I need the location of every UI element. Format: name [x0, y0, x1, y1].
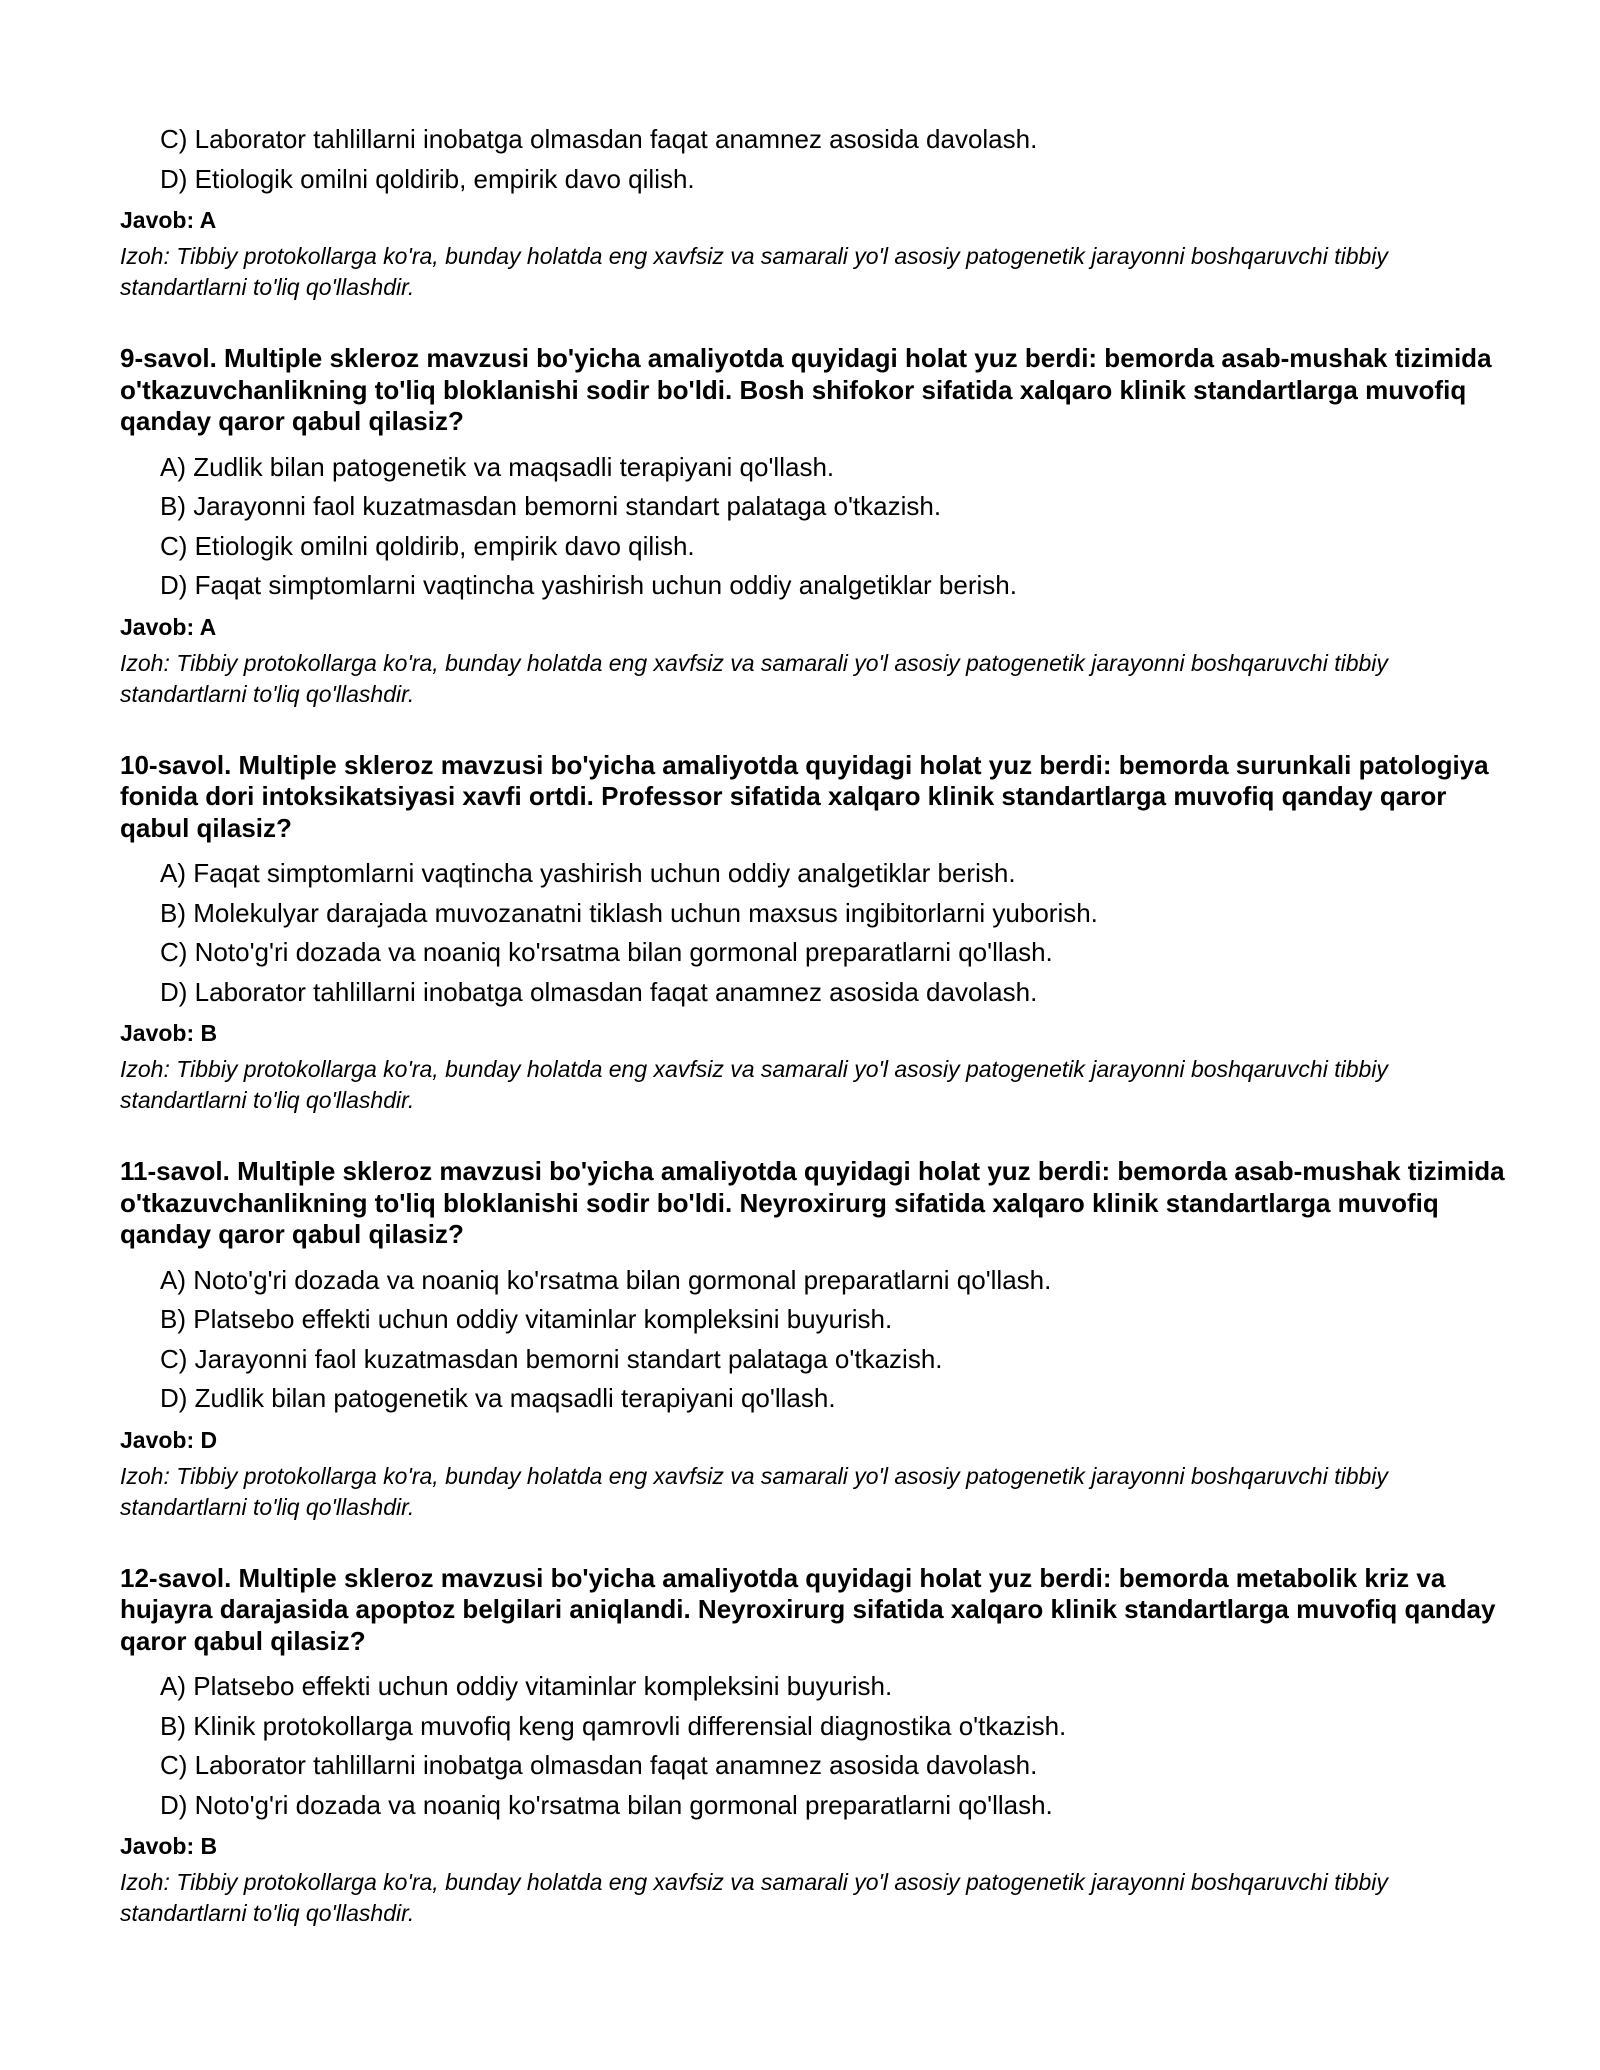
question-text: 12-savol. Multiple skleroz mavzusi bo'yicha amaliyotda quyidagi holat yuz berdi: bemorda metabolik kriz va hujayra darajasida apoptoz belgilari aniqlandi. Neyroxirurg sifatida xalqaro klinik standartlarga muvofiq qanday qaror qabul qilasiz? — [120, 1562, 1496, 1656]
explanation: Izoh: Tibbiy protokollarga ko'ra, bunday holatda eng xavfsiz va samarali yo'l asosiy patogenetik jarayonni boshqaruvchi tibbiy standartlarni to'liq qo'llashdir. — [120, 243, 1388, 300]
question-text: 10-savol. Multiple skleroz mavzusi bo'yicha amaliyotda quyidagi holat yuz berdi: bemorda surunkali patologiya fonida dori intoksikatsiyasi xavfi ortdi. Professor sifatida xalqaro klinik standartlarga muvofiq qanday qaror qabul qilasiz? — [120, 749, 1489, 843]
explanation: Izoh: Tibbiy protokollarga ko'ra, bunday holatda eng xavfsiz va samarali yo'l asosiy patogenetik jarayonni boshqaruvchi tibbiy standartlarni to'liq qo'llashdir. — [120, 1869, 1388, 1926]
option-d: D) Noto'g'ri dozada va noaniq ko'rsatma bilan gormonal preparatlarni qo'llash. — [160, 1789, 1053, 1820]
option-c: C) Laborator tahlillarni inobatga olmasdan faqat anamnez asosida davolash. — [160, 124, 1038, 154]
options-list — [120, 448, 1500, 606]
option-d: D) Laborator tahlillarni inobatga olmasdan faqat anamnez asosida davolash. — [160, 976, 1038, 1007]
option-a: A) Platsebo effekti uchun oddiy vitaminlar kompleksini buyurish. — [160, 1671, 893, 1701]
question-text: 11-savol. Multiple skleroz mavzusi bo'yicha amaliyotda quyidagi holat yuz berdi: bemorda asab-mushak tizimida o'tkazuvchanlikning to'liq bloklanishi sodir bo'ldi. Neyroxirurg sifatida xalqaro klinik standartlarga muvofiq qanday qaror qabul qilasiz? — [120, 1156, 1505, 1249]
option-b: B) Klinik protokollarga muvofiq keng qamrovli differensial diagnostika o'tkazish. — [160, 1710, 1067, 1741]
explanation: Izoh: Tibbiy protokollarga ko'ra, bunday holatda eng xavfsiz va samarali yo'l asosiy patogenetik jarayonni boshqaruvchi tibbiy standartlarni to'liq qo'llashdir. — [120, 649, 1388, 707]
explanation: Izoh: Tibbiy protokollarga ko'ra, bunday holatda eng xavfsiz va samarali yo'l asosiy patogenetik jarayonni boshqaruvchi tibbiy standartlarni to'liq qo'llashdir. — [120, 1462, 1388, 1520]
option-b: B) Jarayonni faol kuzatmasdan bemorni standart palataga o'tkazish. — [160, 491, 942, 521]
answer: Javob: A — [120, 613, 217, 640]
option-c: C) Noto'g'ri dozada va noaniq ko'rsatma bilan gormonal preparatlarni qo'llash. — [160, 937, 1053, 967]
option-c: C) Laborator tahlillarni inobatga olmasdan faqat anamnez asosida davolash. — [160, 1750, 1038, 1780]
option-c: C) Jarayonni faol kuzatmasdan bemorni standart palataga o'tkazish. — [160, 1343, 943, 1374]
options-list — [120, 854, 1500, 1012]
option-b: B) Platsebo effekti uchun oddiy vitaminlar kompleksini buyurish. — [160, 1304, 893, 1334]
answer: Javob: B — [120, 1020, 218, 1046]
options-list — [120, 1667, 1500, 1825]
options-list — [120, 1261, 1500, 1419]
option-a: A) Zudlik bilan patogenetik va maqsadli terapiyani qo'llash. — [160, 451, 835, 482]
question-block-8-continued — [120, 120, 1500, 303]
answer: Javob: D — [120, 1426, 218, 1453]
option-d: D) Etiologik omilni qoldirib, empirik davo qilish. — [160, 163, 695, 194]
option-d: D) Zudlik bilan patogenetik va maqsadli terapiyani qo'llash. — [160, 1383, 836, 1413]
question-block-9 — [120, 343, 1500, 710]
question-text: 9-savol. Multiple skleroz mavzusi bo'yicha amaliyotda quyidagi holat yuz berdi: bemorda asab-mushak tizimida o'tkazuvchanlikning to'liq bloklanishi sodir bo'ldi. Bosh shifokor sifatida xalqaro klinik standartlarga muvofiq qanday qaror qabul qilasiz? — [120, 343, 1492, 436]
question-block-10 — [120, 750, 1500, 1117]
option-d: D) Faqat simptomlarni vaqtincha yashirish uchun oddiy analgetiklar berish. — [160, 570, 1017, 600]
answer: Javob: A — [120, 207, 217, 233]
option-a: A) Faqat simptomlarni vaqtincha yashirish uchun oddiy analgetiklar berish. — [160, 858, 1016, 888]
question-block-11 — [120, 1156, 1505, 1523]
options-list — [120, 120, 1500, 199]
question-block-12 — [120, 1563, 1500, 1930]
option-c: C) Etiologik omilni qoldirib, empirik davo qilish. — [160, 530, 695, 561]
answer: Javob: B — [120, 1833, 218, 1859]
explanation: Izoh: Tibbiy protokollarga ko'ra, bunday holatda eng xavfsiz va samarali yo'l asosiy patogenetik jarayonni boshqaruvchi tibbiy standartlarni to'liq qo'llashdir. — [120, 1056, 1388, 1113]
option-b: B) Molekulyar darajada muvozanatni tiklash uchun maxsus ingibitorlarni yuborish. — [160, 897, 1098, 928]
option-a: A) Noto'g'ri dozada va noaniq ko'rsatma bilan gormonal preparatlarni qo'llash. — [160, 1264, 1052, 1295]
